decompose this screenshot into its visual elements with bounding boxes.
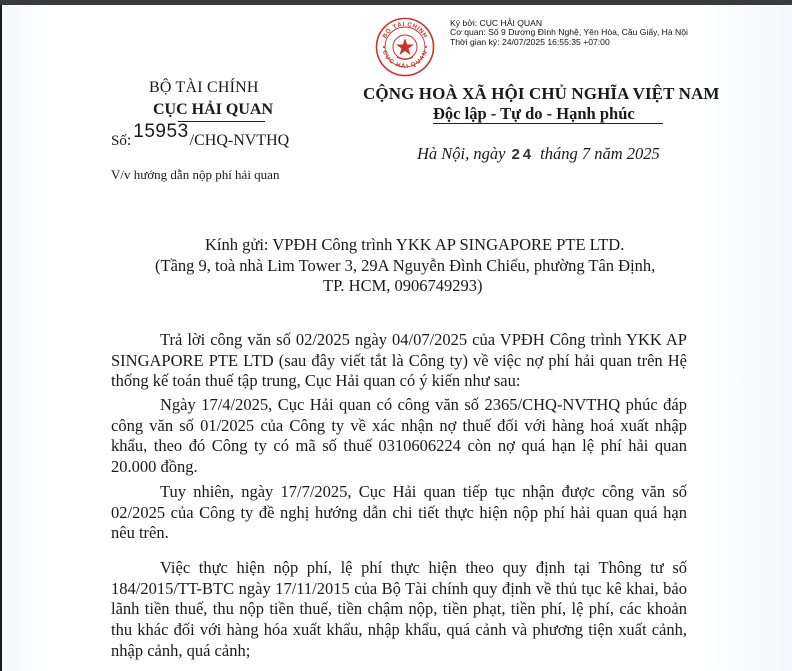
official-seal-icon [375, 17, 435, 77]
document-subject: V/v hướng dẫn nộp phí hải quan [111, 167, 280, 182]
paragraph-text: Ngày 17/4/2025, Cục Hải quan có công văn số 2365/CHQ-NVTHQ phúc đáp công văn số 01/2025 của Công ty về xác nhận nợ thuế đối với hàng hoá xuất nhập khẩu, theo đó Công ty có mã số thuế 0310606224 còn nợ quá hạn lệ phí hải quan 20.000 đồng. [111, 395, 687, 477]
ministry-name: BỘ TÀI CHÍNH [149, 79, 259, 96]
doc-number-value: 15953 [133, 121, 189, 142]
signer-organization: Cơ quan: Số 9 Dương Đình Nghệ, Yên Hòa, Cầu Giấy, Hà Nội [450, 27, 688, 38]
national-title: CỘNG HOÀ XÃ HỘI CHỦ NGHĨA VIỆT NAM [363, 84, 720, 103]
document-number [111, 121, 290, 151]
doc-code: /CHQ-NVTHQ [189, 132, 290, 149]
recipient-line-2: (Tầng 9, toà nhà Lim Tower 3, 29A Nguyễn Đình Chiểu, phường Tân Định, [155, 256, 656, 275]
recipient-line-3: TP. HCM, 0906749293) [323, 276, 483, 295]
date-day: 24 [511, 146, 535, 163]
digital-signature-info [450, 19, 688, 47]
svg-text:CỤC HẢI QUAN: CỤC HẢI QUAN [380, 49, 430, 71]
date-month-year: tháng 7 năm 2025 [540, 144, 660, 163]
signed-by: Ký bởi: CỤC HẢI QUAN [450, 18, 543, 28]
paragraph-text: Tuy nhiên, ngày 17/7/2025, Cục Hải quan tiếp tục nhận được công văn số 02/2025 của Công ty đề nghị hướng dẫn chi tiết thực hiện nộp phí hải quan quá hạn nêu trên. [111, 482, 687, 543]
signed-time: Thời gian ký: 24/07/2025 16:55:35 +07:00 [450, 36, 610, 47]
body-paragraph [111, 330, 687, 392]
body-paragraph [111, 558, 687, 662]
svg-text:BỘ TÀI CHÍNH: BỘ TÀI CHÍNH [382, 21, 428, 40]
place-prefix: Hà Nội, ngày [417, 144, 506, 163]
recipient-line-1: Kính gửi: VPĐH Công trình YKK AP SINGAPORE PTE LTD. [205, 235, 625, 254]
national-motto: Độc lập - Tự do - Hạnh phúc [433, 104, 635, 123]
agency-underline [178, 121, 265, 122]
place-and-date [417, 144, 660, 164]
doc-number-label: Số [111, 133, 127, 149]
paragraph-text: Trả lời công văn số 02/2025 ngày 04/07/2025 của VPĐH Công trình YKK AP SINGAPORE PTE LTD (sau đây viết tắt là Công ty) về việc nợ phí hải quan trên Hệ thống kế toán thuế tập trung, Cục Hải quan có ý kiến như sau: [111, 330, 687, 391]
paragraph-text: Việc thực hiện nộp phí, lệ phí thực hiện theo quy định tại Thông tư số 184/2015/TT-BTC ngày 17/11/2015 của Bộ Tài chính quy định về thủ tục kê khai, bảo lãnh tiền thuế, thu nộp tiền thuế, tiền chậm nộp, tiền phạt, tiền phí, lệ phí, các khoản thu khác đối với hàng hóa xuất khẩu, nhập khẩu, quá cảnh và phương tiện xuất cảnh, nhập cảnh, quá cảnh; [111, 558, 687, 660]
body-paragraph [111, 395, 687, 478]
doc-number-sep: : [126, 132, 132, 149]
agency-name: CỤC HẢI QUAN [153, 101, 273, 118]
body-paragraph [111, 482, 687, 544]
motto-underline [433, 123, 663, 124]
